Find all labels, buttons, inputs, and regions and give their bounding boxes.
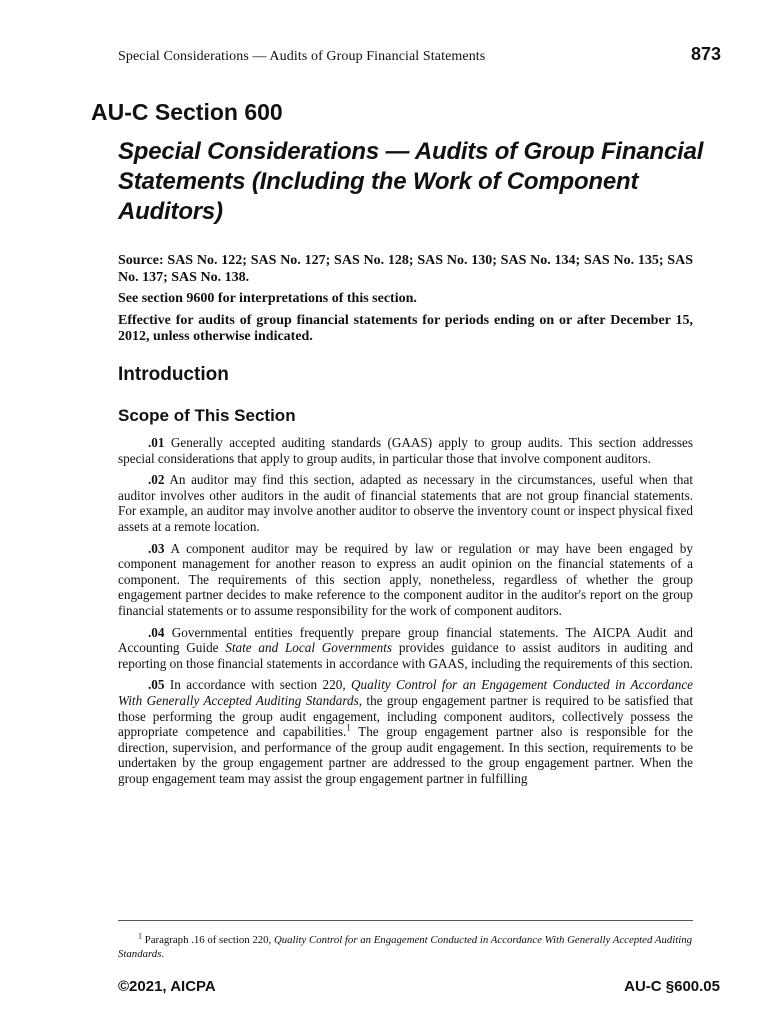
- body-text: [118, 435, 693, 792]
- footnote-text-end: .: [161, 948, 165, 960]
- heading-introduction: Introduction: [118, 364, 229, 385]
- paragraph-number: .04: [148, 624, 165, 640]
- paragraph-number: .01: [148, 435, 165, 450]
- standard-title: Quality Control for an Engagement Conducted in Accordance With Generally Accepted Auditing Standards: [118, 677, 694, 708]
- paragraph-text: An auditor may find this section, adapted as necessary in the circumstances, useful when that auditor involves other auditors in the audit of financial statements that are not group financial statements. For example, an auditor may involve another auditor to observe the inventory count or inspect physical fixed assets at a remote location.: [118, 472, 693, 534]
- paragraph-text: Governmental entities frequently prepare group financial statements. The AICPA Audit and Accounting Guide: [118, 624, 694, 656]
- paragraph-text: In accordance with section 220,: [169, 677, 346, 693]
- page-number: 873: [690, 44, 721, 64]
- paragraph-02: [118, 472, 693, 534]
- effective-note: Effective for audits of group financial statements for periods ending on or after December 15, 2012, unless otherwise indicated.: [118, 312, 693, 344]
- section-meta: [118, 253, 693, 351]
- footnote-reference[interactable]: 1: [346, 722, 351, 733]
- paragraph-number: .02: [148, 472, 165, 488]
- footnote: [118, 933, 693, 961]
- running-title: Special Considerations — Audits of Group Financial Statements: [118, 49, 486, 64]
- footer-copyright: ©2021, AICPA: [118, 978, 216, 995]
- footnote-text: Paragraph .16 of section 220,: [144, 934, 272, 946]
- see-also-note: See section 9600 for interpretations of this section.: [118, 291, 417, 306]
- footer-section-ref: AU-C §600.05: [624, 978, 720, 995]
- section-title: Special Considerations — Audits of Group Financial Statements (Including the Work of Component Auditors): [118, 138, 704, 225]
- paragraph-number: .03: [148, 540, 165, 556]
- paragraph-text: , the group engagement partner is required to be satisfied that those performing the group audit engagement, including component auditors, collectively possess the appropriate competence and capabilities.: [118, 692, 693, 740]
- section-number: AU-C Section 600: [91, 99, 283, 125]
- paragraph-01: [118, 435, 693, 466]
- guide-title: State and Local Governments: [225, 640, 393, 656]
- running-header: [118, 44, 721, 65]
- paragraph-text: A component auditor may be required by law or regulation or may have been engaged by component management for another reason to express an audit opinion on the financial statements of a component. The requirements of this section apply, nonetheless, regardless of whether the group engagement partner decides to make reference to the component auditor in the auditor's report on the group financial statements or to assume responsibility for the work of component auditors.: [118, 540, 693, 618]
- paragraph-text: provides guidance to assist auditors in auditing and reporting on those financial statements in accordance with GAAS, including the requirements of this section.: [118, 640, 693, 671]
- paragraph-05: [118, 677, 693, 786]
- heading-scope: Scope of This Section: [118, 406, 296, 425]
- footnote-mark: 1: [138, 931, 142, 941]
- paragraph-number: .05: [148, 677, 165, 693]
- paragraph-text: The group engagement partner also is responsible for the direction, supervision, and performance of the group audit engagement. In this section, requirements to be undertaken by the group engagement partner are addressed to the group engagement partner. When the group engagement team may assist the group engagement partner in fulfilling: [118, 724, 694, 786]
- paragraph-04: [118, 625, 693, 672]
- footnote-divider: [118, 920, 693, 921]
- paragraph-03: [118, 541, 693, 619]
- source-note: Source: SAS No. 122; SAS No. 127; SAS No. 128; SAS No. 130; SAS No. 134; SAS No. 135; SAS No. 137; SAS No. 138.: [118, 253, 693, 285]
- footnote-italic-title: Quality Control for an Engagement Conducted in Accordance With Generally Accepted Auditing Standards: [118, 934, 693, 960]
- paragraph-text: Generally accepted auditing standards (GAAS) apply to group audits. This section addresses special considerations that apply to group audits, in particular those that involve component auditors.: [118, 435, 693, 466]
